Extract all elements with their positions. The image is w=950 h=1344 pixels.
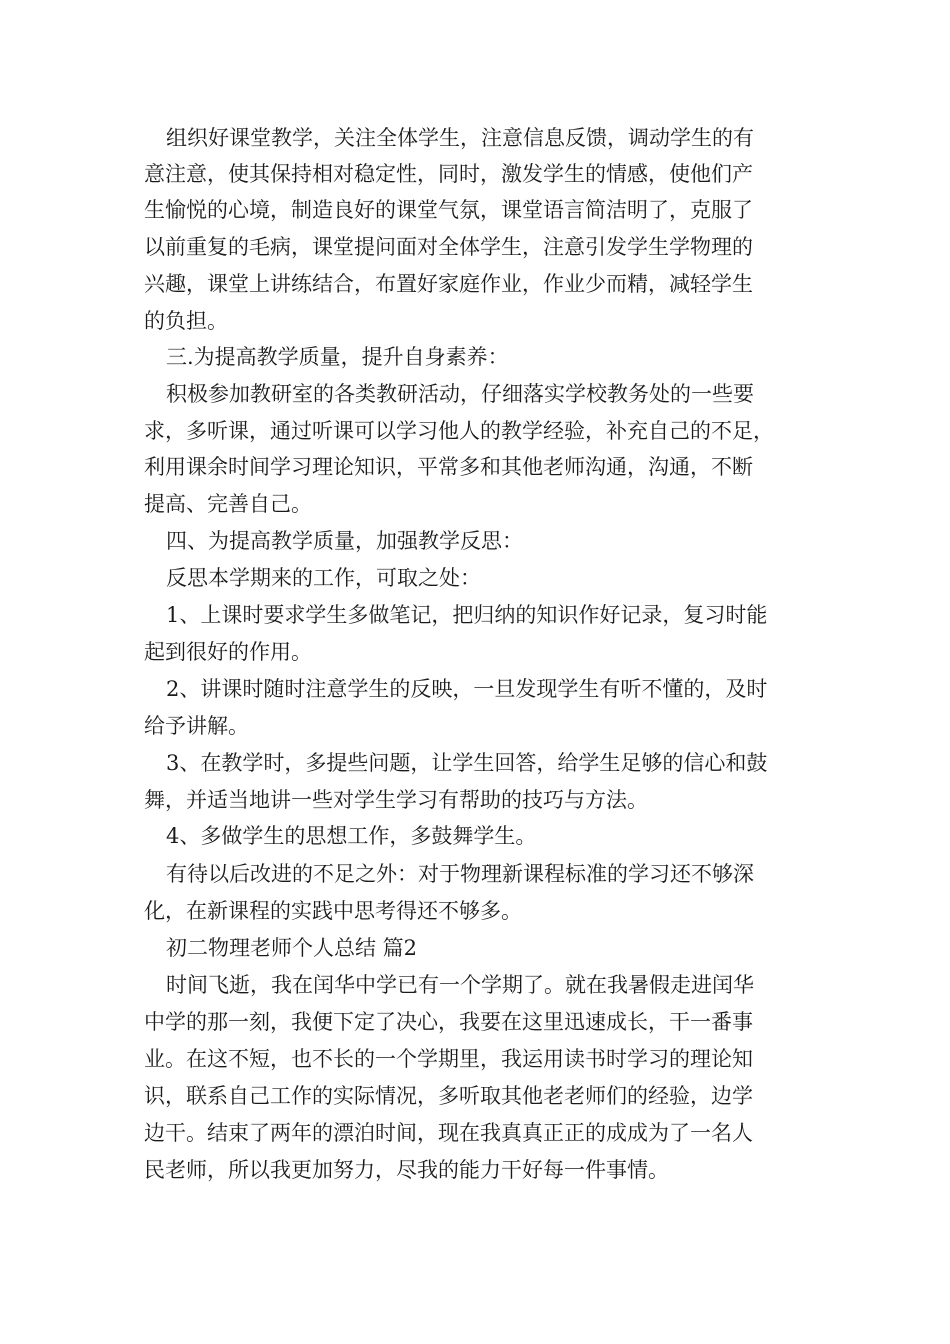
list-item-line: 舞，并适当地讲一些对学生学习有帮助的技巧与方法。: [144, 788, 648, 812]
paragraph-line: 生愉悦的心境，制造良好的课堂气氛，课堂语言简洁明了，克服了: [144, 198, 753, 222]
paragraph-line: 组织好课堂教学，关注全体学生，注意信息反馈，调动学生的有: [166, 126, 754, 150]
list-item-line: 3、在教学时，多提些问题，让学生回答，给学生足够的信心和鼓: [166, 751, 768, 775]
list-item-line: 4、多做学生的思想工作，多鼓舞学生。: [166, 824, 537, 848]
paragraph-line: 意注意，使其保持相对稳定性，同时，激发学生的情感，使他们产: [144, 162, 753, 186]
paragraph-line: 以前重复的毛病，课堂提问面对全体学生，注意引发学生学物理的: [144, 235, 753, 259]
paragraph-line: 时间飞逝，我在闰华中学已有一个学期了。就在我暑假走进闰华: [166, 973, 754, 997]
section-heading: 四、为提高教学质量，加强教学反思：: [166, 529, 523, 553]
paragraph-line: 边干。结束了两年的漂泊时间，现在我真真正正的成成为了一名人: [144, 1121, 753, 1145]
paragraph-line: 中学的那一刻，我便下定了决心，我要在这里迅速成长，干一番事: [144, 1010, 753, 1034]
list-item-line: 2、讲课时随时注意学生的反映，一旦发现学生有听不懂的，及时: [166, 677, 768, 701]
paragraph-line: 识，联系自己工作的实际情况，多听取其他老老师们的经验，边学: [144, 1084, 753, 1108]
section-heading: 三.为提高教学质量，提升自身素养：: [166, 345, 509, 369]
paragraph-line: 积极参加教研室的各类教研活动，仔细落实学校教务处的一些要: [166, 382, 754, 406]
paragraph-line: 化，在新课程的实践中思考得还不够多。: [144, 899, 522, 923]
paragraph-line: 兴趣，课堂上讲练结合，布置好家庭作业，作业少而精，减轻学生: [144, 272, 753, 296]
paragraph-line: 有待以后改进的不足之外：对于物理新课程标准的学习还不够深: [166, 862, 754, 886]
paragraph-line: 业。在这不短，也不长的一个学期里，我运用读书时学习的理论知: [144, 1047, 753, 1071]
list-item-line: 给予讲解。: [144, 714, 249, 738]
paragraph-line: 的负担。: [144, 309, 228, 333]
article-heading: 初二物理老师个人总结 篇2: [166, 936, 418, 960]
paragraph-line: 反思本学期来的工作，可取之处：: [166, 566, 481, 590]
paragraph-line: 求，多听课，通过听课可以学习他人的教学经验，补充自己的不足，: [144, 419, 774, 443]
list-item-line: 1、上课时要求学生多做笔记，把归纳的知识作好记录，复习时能: [166, 603, 768, 627]
paragraph-line: 提高、完善自己。: [144, 492, 312, 516]
list-item-line: 起到很好的作用。: [144, 640, 312, 664]
paragraph-line: 利用课余时间学习理论知识，平常多和其他老师沟通，沟通，不断: [144, 455, 753, 479]
paragraph-line: 民老师，所以我更加努力，尽我的能力干好每一件事情。: [144, 1158, 669, 1182]
